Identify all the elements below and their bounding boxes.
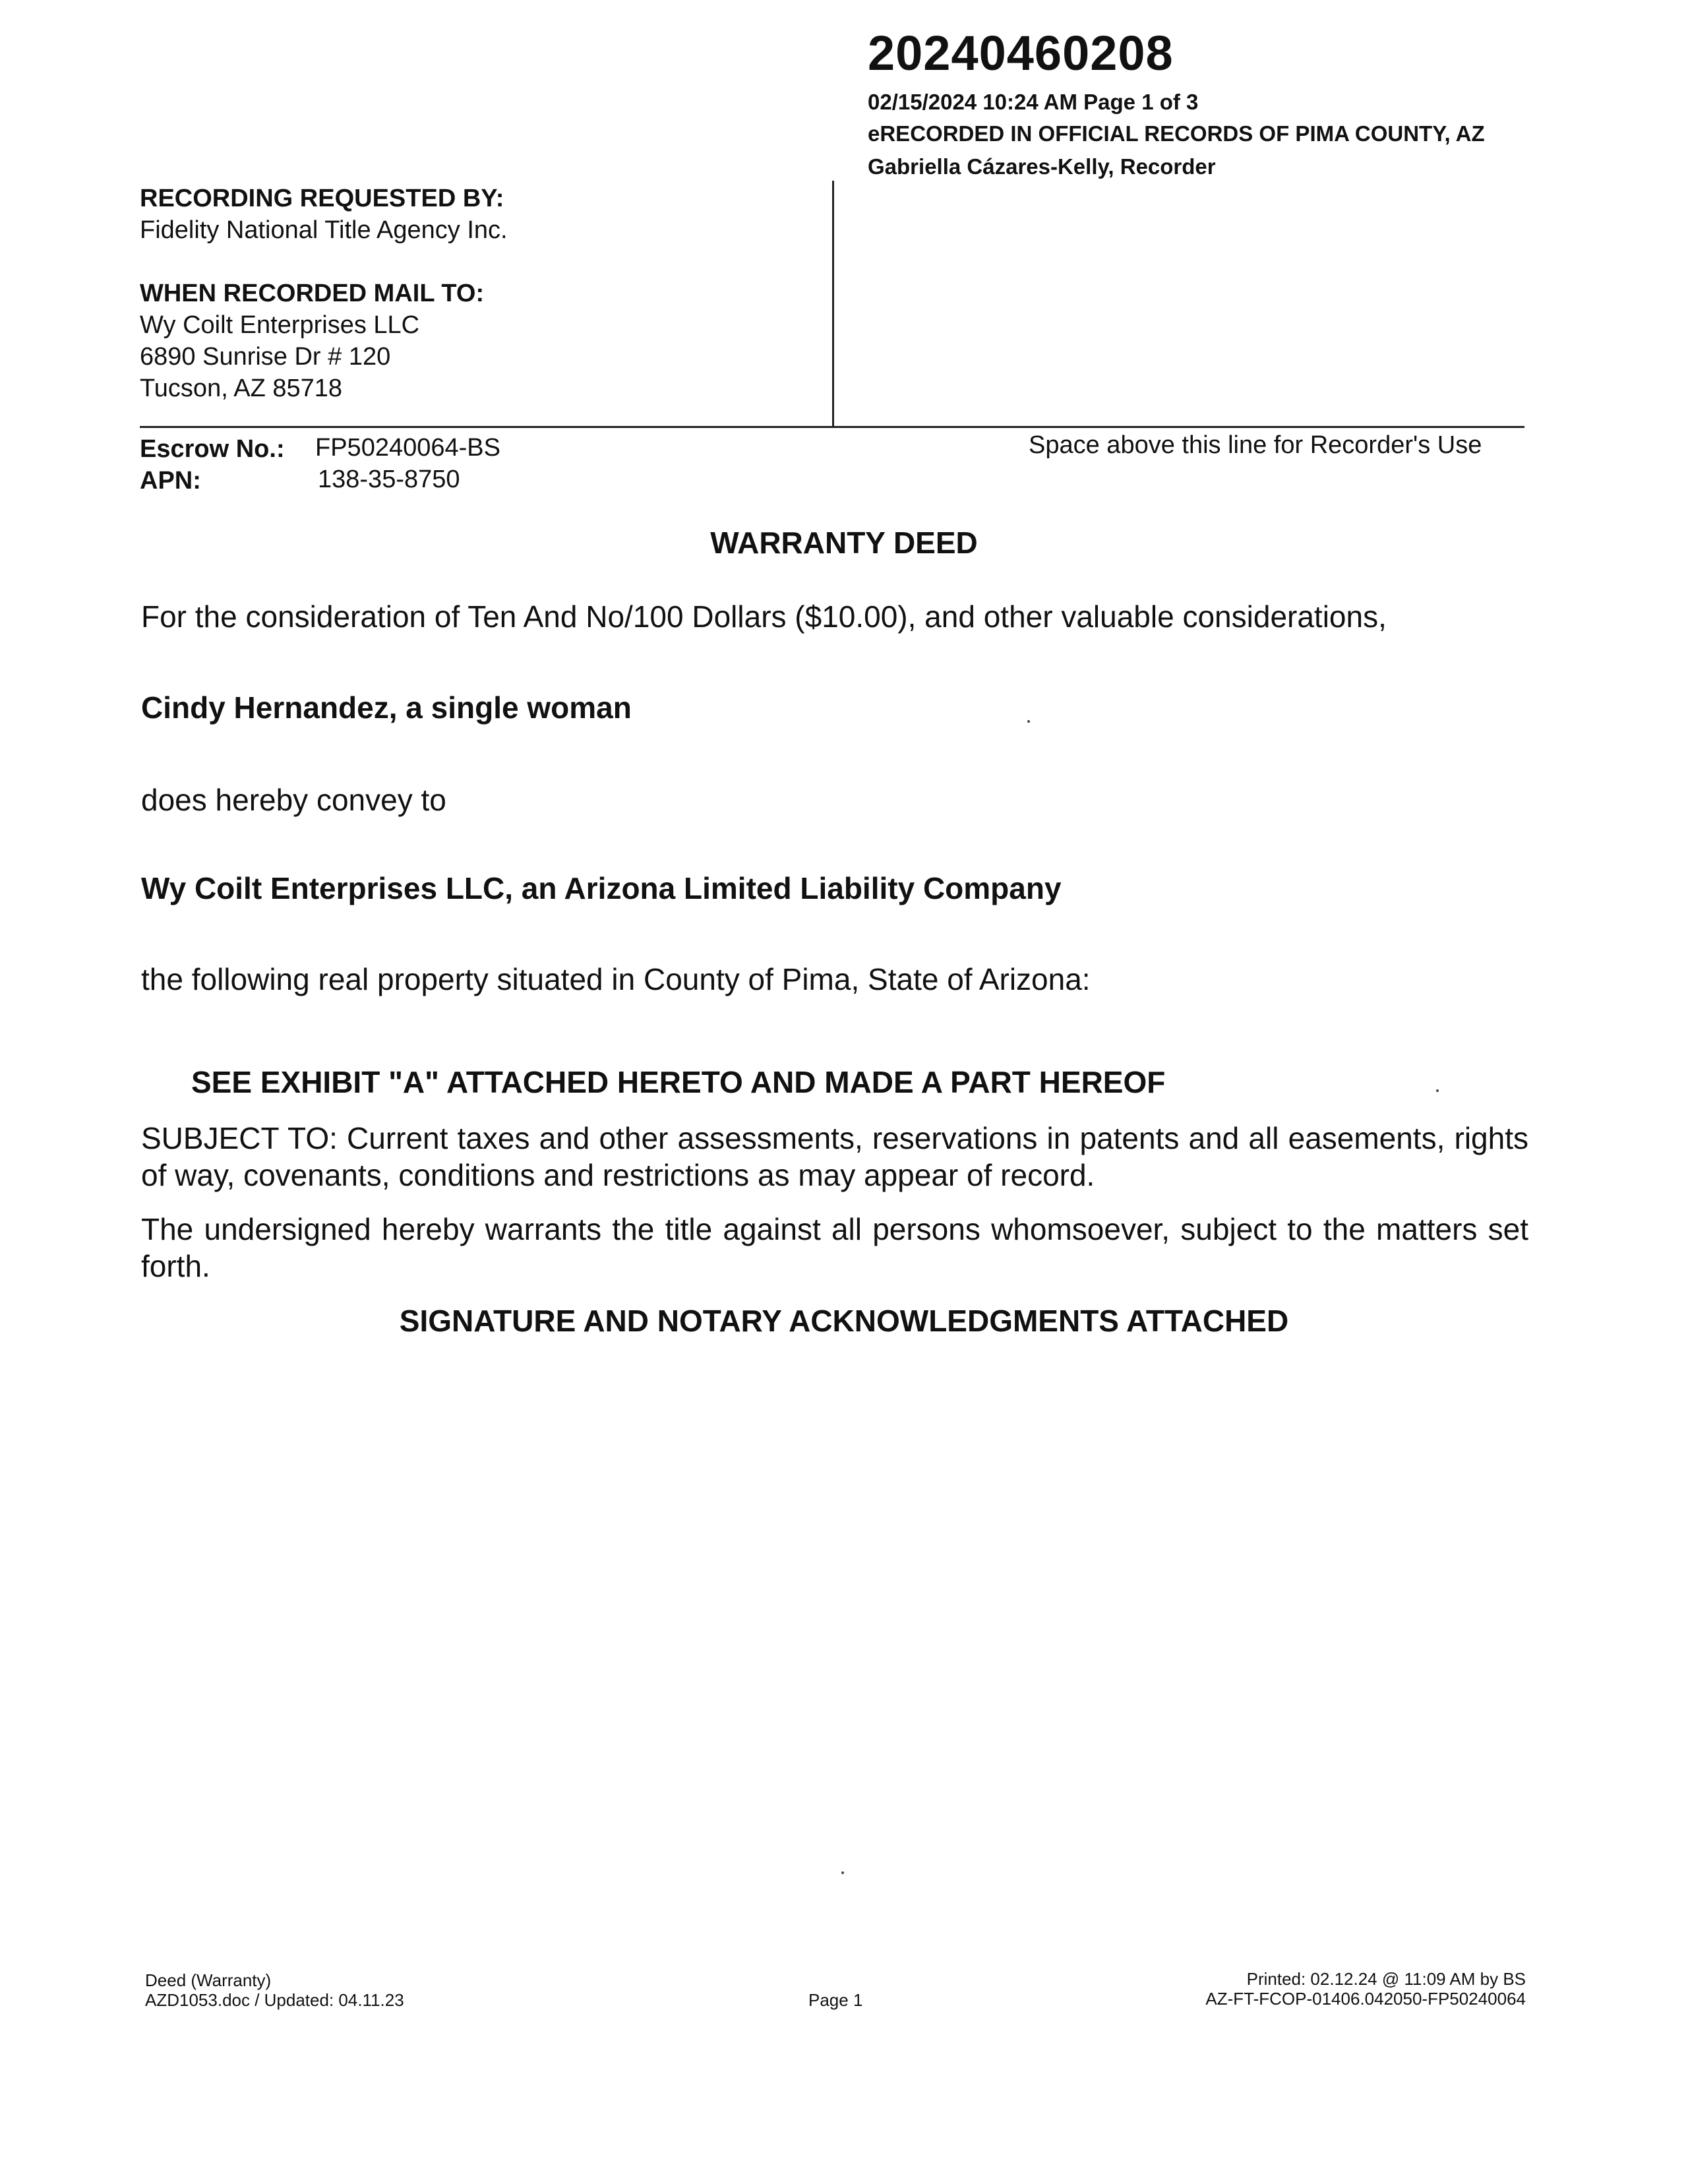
page-title: WARRANTY DEED [710, 526, 978, 560]
document-number: 20240460208 [868, 26, 1174, 80]
requested-by-label: RECORDING REQUESTED BY: [140, 185, 504, 212]
recorded-in-statement: eRECORDED IN OFFICIAL RECORDS OF PIMA COUNTY, AZ [868, 121, 1485, 146]
convey-text: does hereby convey to [141, 783, 446, 817]
mail-to-name: Wy Coilt Enterprises LLC [140, 311, 420, 339]
escrow-label: Escrow No.: [140, 435, 285, 463]
footer-file-reference: AZ-FT-FCOP-01406.042050-FP50240064 [1205, 1989, 1526, 2009]
footer-printed-info: Printed: 02.12.24 @ 11:09 AM by BS [1246, 1969, 1526, 1989]
scan-speck [841, 1871, 844, 1874]
mail-to-street: 6890 Sunrise Dr # 120 [140, 343, 391, 371]
footer-form-version: AZD1053.doc / Updated: 04.11.23 [145, 1990, 404, 2010]
escrow-number: FP50240064-BS [315, 434, 500, 462]
exhibit-reference: SEE EXHIBIT "A" ATTACHED HERETO AND MADE A PART HEREOF [191, 1065, 1166, 1099]
recording-date-page: 02/15/2024 10:24 AM Page 1 of 3 [868, 90, 1199, 114]
subject-to-paragraph: SUBJECT TO: Current taxes and other assessments, reservations in patents and all easements, rights of way, covenants, conditions and restrictions as may appear of record. [141, 1121, 1528, 1192]
apn-label: APN: [140, 467, 201, 495]
requested-by-name: Fidelity National Title Agency Inc. [140, 216, 508, 244]
apn-number: 138-35-8750 [318, 466, 460, 493]
grantee-name: Wy Coilt Enterprises LLC, an Arizona Limited Liability Company [141, 871, 1062, 905]
grantor-name: Cindy Hernandez, a single woman [141, 690, 632, 725]
footer-form-name: Deed (Warranty) [145, 1970, 272, 1990]
consideration-text: For the consideration of Ten And No/100 Dollars ($10.00), and other valuable considerations, [141, 599, 1387, 634]
scan-speck [1027, 720, 1030, 723]
footer-page-number: Page 1 [808, 1990, 863, 2010]
signature-note: SIGNATURE AND NOTARY ACKNOWLEDGMENTS ATTACHED [399, 1304, 1289, 1338]
mail-to-city: Tucson, AZ 85718 [140, 375, 343, 402]
recorder-use-note: Space above this line for Recorder's Use [1029, 431, 1482, 459]
warranty-paragraph: The undersigned hereby warrants the title against all persons whomsoever, subject to the matters set forth. [141, 1212, 1528, 1283]
mail-to-label: WHEN RECORDED MAIL TO: [140, 280, 485, 307]
recorder-name: Gabriella Cázares-Kelly, Recorder [868, 154, 1216, 179]
recorder-use-line [140, 426, 1524, 428]
header-vertical-divider [832, 181, 834, 427]
scan-speck [1436, 1089, 1439, 1092]
property-location-text: the following real property situated in County of Pima, State of Arizona: [141, 962, 1091, 996]
